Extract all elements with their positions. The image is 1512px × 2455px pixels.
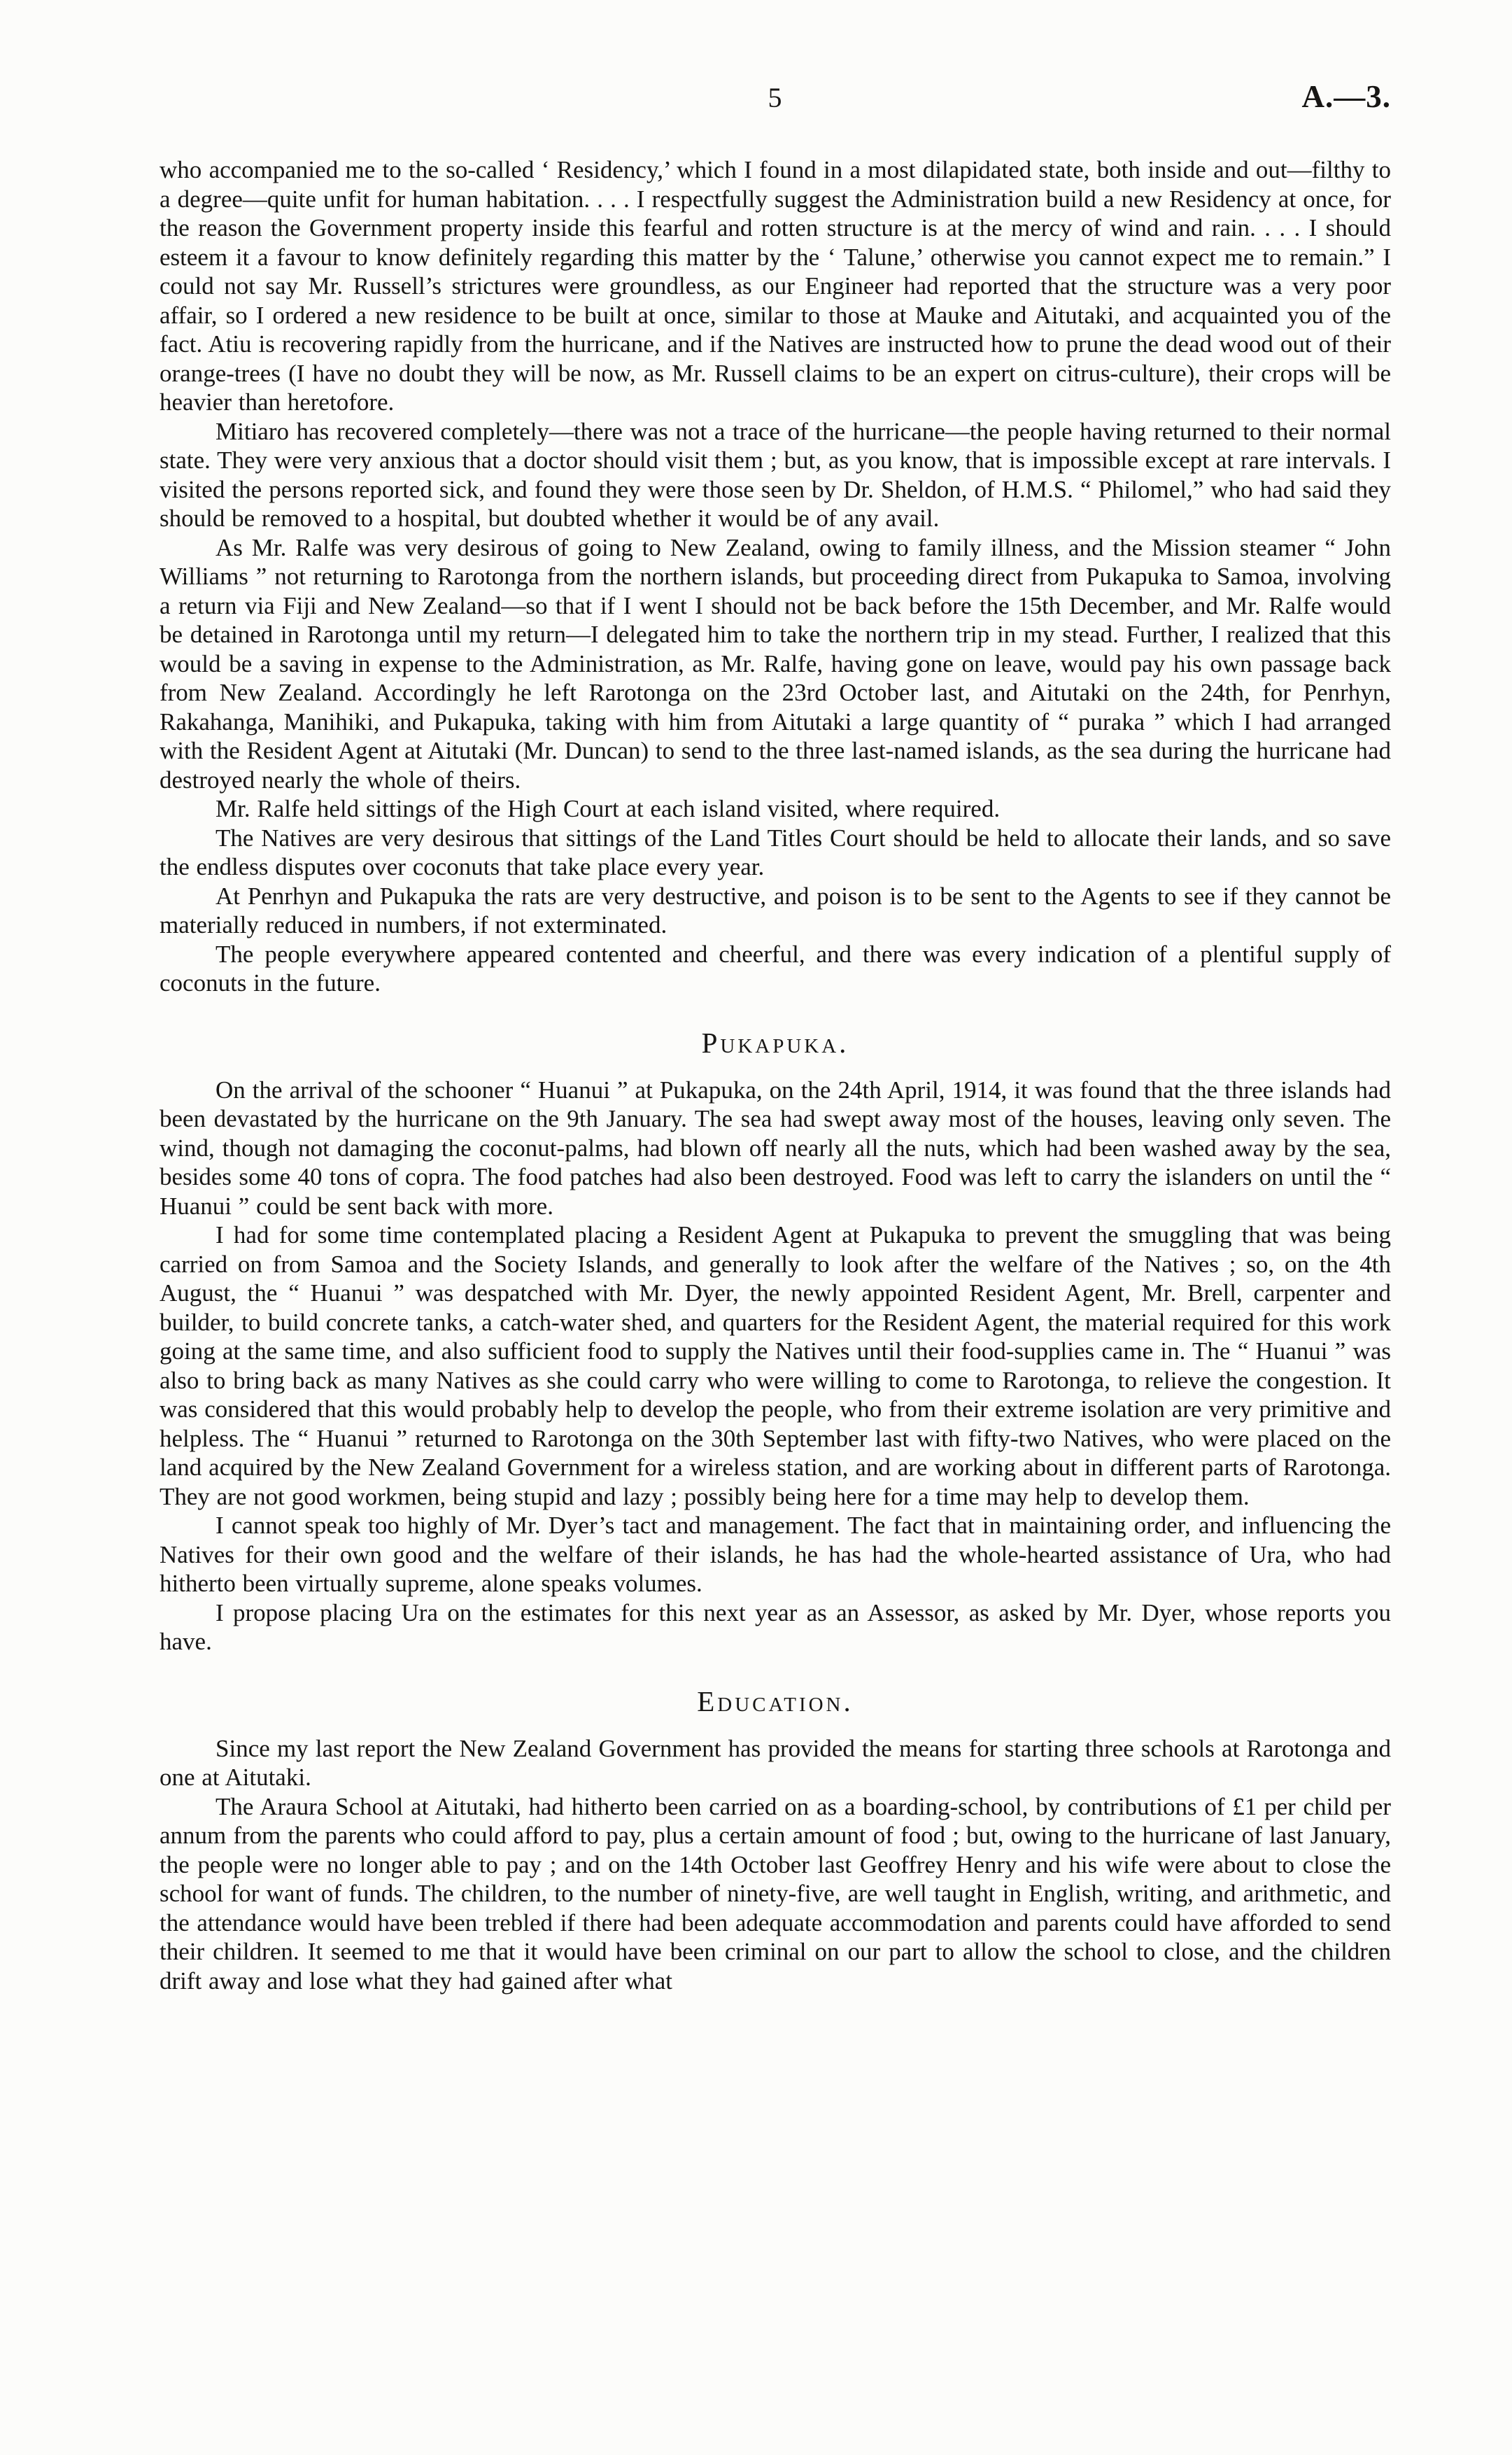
report-code: A.—3. [1301, 79, 1391, 114]
paragraph: I cannot speak too highly of Mr. Dyer’s tact and management. The fact that in maintaining order, and influencing the Natives for their own good and the welfare of their islands, he has had the whole-hearted assistance of Ura, who had hitherto been virtually supreme, alone speaks volumes. [160, 1512, 1391, 1597]
page-header [160, 79, 1391, 119]
paragraph: The people everywhere appeared contented and cheerful, and there was every indication of a plentiful supply of coconuts in the future. [160, 940, 1391, 997]
paragraph: At Penrhyn and Pukapuka the rats are very destructive, and poison is to be sent to the Agents to see if they cannot be materially reduced in numbers, if not exterminated. [160, 882, 1391, 938]
section-heading: Education. [697, 1684, 854, 1717]
paragraph: As Mr. Ralfe was very desirous of going to New Zealand, owing to family illness, and the Mission steamer “ John Williams ” not returning to Rarotonga from the northern islands, but proceeding direct from Pukapuka to Samoa, involving a return via Fiji and New Zealand—so that if I went I should not be back before the 15th December, and Mr. Ralfe would be detained in Rarotonga until my return—I delegated him to take the northern trip in my stead. Further, I realized that this would be a saving in expense to the Administration, as Mr. Ralfe, having gone on leave, would pay his own passage back from New Zealand. Accordingly he left Rarotonga on the 23rd October last, and Aitutaki on the 24th, for Penrhyn, Rakahanga, Manihiki, and Pukapuka, taking with him from Aitutaki a large quantity of “ puraka ” which I had arranged with the Resident Agent at Aitutaki (Mr. Duncan) to send to the three last-named islands, as the sea during the hurricane had destroyed nearly the whole of theirs. [160, 533, 1391, 794]
paragraph: Mitiaro has recovered completely—there was not a trace of the hurricane—the people having returned to their normal state. They were very anxious that a doctor should visit them ; but, as you know, that is impossible except at rare intervals. I visited the persons reported sick, and found they were those seen by Dr. Sheldon, of H.M.S. “ Philomel,” who had said they should be removed to a hospital, but doubted whether it would be of any avail. [160, 417, 1391, 532]
paragraph: who accompanied me to the so-called ‘ Residency,’ which I found in a most dilapidated state, both inside and out—filthy to a degree—quite unfit for human habitation. . . . I respectfully suggest the Administration build a new Residency at once, for the reason the Government property inside this fearful and rotten structure is at the mercy of wind and rain. . . . I should esteem it a favour to know definitely regarding this matter by the ‘ Talune,’ otherwise you cannot expect me to remain.” I could not say Mr. Russell’s strictures were groundless, as our Engineer had reported that the structure was a very poor affair, so I ordered a new residence to be built at once, similar to those at Mauke and Aitutaki, and acquainted you of the fact. Atiu is recovering rapidly from the hurricane, and if the Natives are instructed how to prune the dead wood out of their orange-trees (I have no doubt they will be now, as Mr. Russell claims to be an expert on citrus-culture), their crops will be heavier than heretofore. [160, 156, 1391, 416]
section-heading: Pukapuka. [701, 1026, 849, 1059]
paragraph: The Natives are very desirous that sittings of the Land Titles Court should be held to allocate their lands, and so save the endless disputes over coconuts that take place every year. [160, 824, 1391, 880]
paragraph: I propose placing Ura on the estimates for this next year as an Assessor, as asked by Mr. Dyer, whose reports you have. [160, 1598, 1391, 1655]
paragraph: The Araura School at Aitutaki, had hitherto been carried on as a boarding-school, by contributions of £1 per child per annum from the parents who could afford to pay, plus a certain amount of food ; but, owing to the hurricane of last January, the people were no longer able to pay ; and on the 14th October last Geoffrey Henry and his wife were about to close the school for want of funds. The children, to the number of ninety-five, are well taught in English, writing, and arithmetic, and the attendance would have been trebled if there had been adequate accommodation and parents could have afforded to send their children. It seemed to me that it would have been criminal on our part to allow the school to close, and the children drift away and lose what they had gained after what [160, 1792, 1391, 1995]
paragraph: On the arrival of the schooner “ Huanui ” at Pukapuka, on the 24th April, 1914, it was found that the three islands had been devastated by the hurricane on the 9th January. The sea had swept away most of the houses, leaving only seven. The wind, though not damaging the coconut-palms, had blown off nearly all the nuts, which had been washed away by the sea, besides some 40 tons of copra. The food patches had also been destroyed. Food was left to carry the islanders on until the “ Huanui ” could be sent back with more. [160, 1076, 1391, 1220]
document-body [160, 155, 1391, 1995]
page-number: 5 [768, 82, 783, 113]
paragraph: Since my last report the New Zealand Government has provided the means for starting three schools at Rarotonga and one at Aitutaki. [160, 1734, 1391, 1791]
paragraph: Mr. Ralfe held sittings of the High Court at each island visited, where required. [216, 795, 1001, 822]
paragraph: I had for some time contemplated placing a Resident Agent at Pukapuka to prevent the smuggling that was being carried on from Samoa and the Society Islands, and generally to look after the welfare of the Natives ; so, on the 4th August, the “ Huanui ” was despatched with Mr. Dyer, the newly appointed Resident Agent, Mr. Brell, carpenter and builder, to build concrete tanks, a catch-water shed, and quarters for the Resident Agent, the material required for this work going at the same time, and also sufficient food to supply the Natives until their food-supplies came in. The “ Huanui ” was also to bring back as many Natives as she could carry who were willing to come to Rarotonga, to relieve the congestion. It was considered that this would probably help to develop the people, who from their extreme isolation are very primitive and helpless. The “ Huanui ” returned to Rarotonga on the 30th September last with fifty-two Natives, who were placed on the land acquired by the New Zealand Government for a wireless station, and are working about in different parts of Rarotonga. They are not good workmen, being stupid and lazy ; possibly being here for a time may help to develop them. [160, 1221, 1391, 1510]
